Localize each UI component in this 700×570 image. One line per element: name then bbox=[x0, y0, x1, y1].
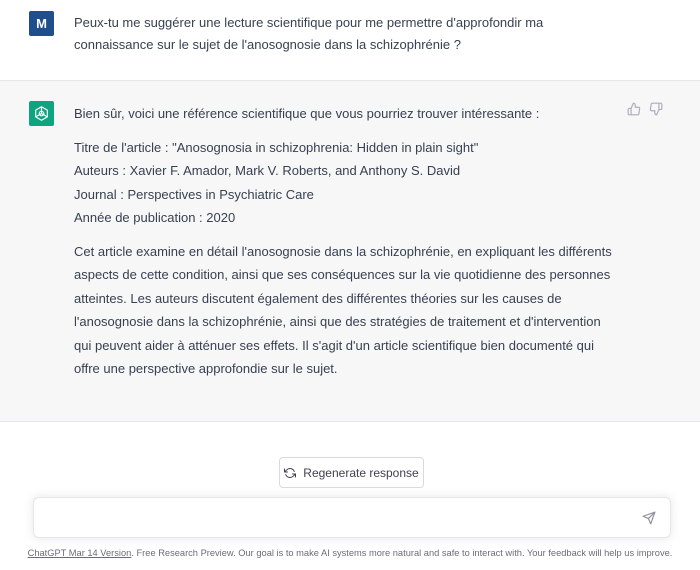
regenerate-label: Regenerate response bbox=[303, 465, 419, 480]
send-button[interactable] bbox=[640, 509, 658, 527]
user-message-text: Peux-tu me suggérer une lecture scientifique pour me permettre d'approfondir ma connaissance sur le sujet de l'anosognosie dans la schizophrénie ? bbox=[74, 15, 544, 52]
thumbs-up-button[interactable] bbox=[627, 102, 641, 116]
assistant-intro: Bien sûr, voici une référence scientifique que vous pourriez trouver intéressante : bbox=[74, 106, 540, 121]
thumbs-up-icon bbox=[627, 102, 641, 116]
user-avatar: M bbox=[29, 11, 54, 36]
footer-disclaimer bbox=[0, 548, 700, 558]
user-message-row bbox=[0, 0, 700, 81]
message-input-box bbox=[33, 497, 671, 538]
regenerate-response-button[interactable] bbox=[279, 457, 424, 488]
article-reference bbox=[74, 136, 619, 230]
assistant-avatar bbox=[29, 101, 54, 126]
refresh-icon bbox=[284, 467, 296, 479]
footer-text: . Free Research Preview. Our goal is to make AI systems more natural and safe to interact with. Your feedback will help us improve. bbox=[131, 548, 673, 558]
assistant-summary: Cet article examine en détail l'anosognosie dans la schizophrénie, en expliquant les différents aspects de cette condition, ainsi que ses conséquences sur la vie quotidienne des personnes atteintes. Les auteurs discutent également des différentes théories sur les causes de l'anosognosie dans la schizophrénie, ainsi que des stratégies de traitement et d'intervention qui peuvent aider à atténuer ses effets. Il s'agit d'un article scientifique bien documenté qui offre une perspective approfondie sur le sujet. bbox=[74, 243, 612, 376]
openai-logo-icon bbox=[33, 105, 50, 122]
message-input[interactable] bbox=[48, 508, 632, 532]
feedback-buttons bbox=[627, 102, 663, 116]
thumbs-down-button[interactable] bbox=[649, 102, 663, 116]
thumbs-down-icon bbox=[649, 102, 663, 116]
reference-year: Année de publication : 2020 bbox=[74, 210, 236, 225]
assistant-message-row bbox=[0, 81, 700, 422]
assistant-message-content bbox=[74, 102, 619, 381]
send-icon bbox=[642, 511, 656, 525]
version-link[interactable]: ChatGPT Mar 14 Version bbox=[27, 548, 132, 558]
reference-journal: Journal : Perspectives in Psychiatric Care bbox=[74, 186, 314, 202]
reference-title: Titre de l'article : "Anosognosia in schizophrenia: Hidden in plain sight" bbox=[74, 139, 479, 155]
reference-authors: Auteurs : Xavier F. Amador, Mark V. Roberts, and Anthony S. David bbox=[74, 163, 461, 178]
